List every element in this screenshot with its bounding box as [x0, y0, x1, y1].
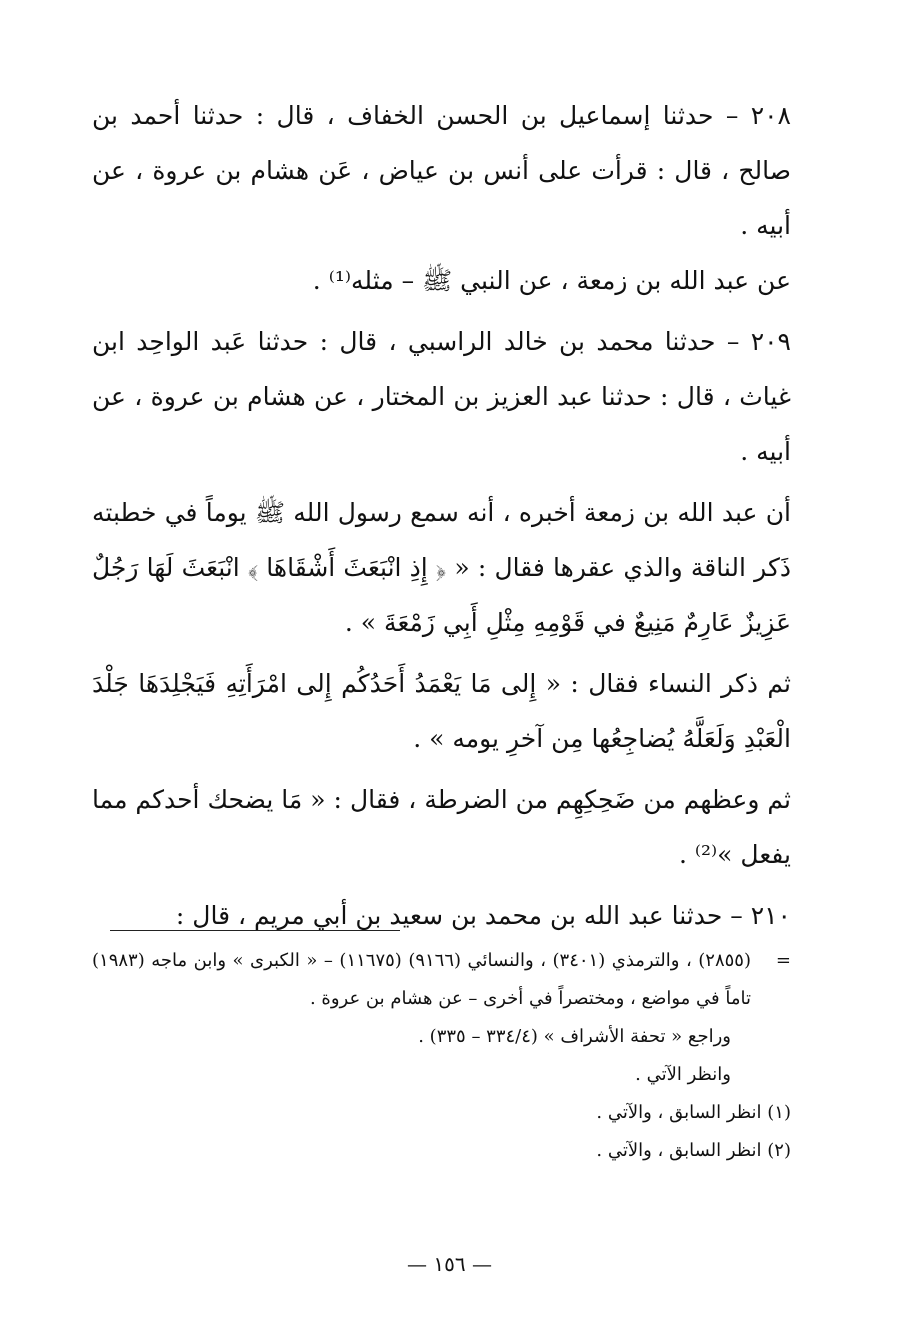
hadith-210-chain: ٢١٠ – حدثنا عبد الله بن محمد بن سعيد بن أبي مريم ، قال : — [175, 901, 791, 930]
footnote-2: (٢) انظر السابق ، والآتي . — [596, 1140, 791, 1161]
footnote-continuation-text: (٢٨٥٥) ، والترمذي (٣٤٠١) ، والنسائي (٩١٦٦) (١١٦٧٥) – « الكبرى » وابن ماجه (١٩٨٣) تاماً في مواضع ، ومختصراً في أخرى – عن هشام بن عروة . — [92, 950, 751, 1009]
main-text-block — [92, 88, 791, 943]
footnotes-block — [92, 942, 791, 1170]
hadith-209-text: أن عبد الله بن زمعة أخبره ، أنه سمع رسول الله ﷺ يوماً في خطبته ذَكر الناقة والذي عقرها فقال : « ﴿ إِذِ انْبَعَثَ أَشْقَاهَا ﴾ انْبَعَثَ لَهَا رَجُلٌ عَزِيزٌ عَارِمٌ مَنِيعٌ في قَوْمِهِ مِثْلِ أَبِي زَمْعَةَ » . — [92, 498, 791, 637]
footnote-separator — [110, 930, 400, 931]
footnote-refer-tuhfa: وراجع « تحفة الأشراف » (٣٣٤/٤ – ٣٣٥) . — [418, 1026, 731, 1047]
footnote-refer-next: وانظر الآتي . — [635, 1064, 731, 1085]
page-number: — ١٥٦ — — [407, 1252, 492, 1276]
hadith-209-laughing: ثم وعظهم من ضَحِكِهِم من الضرطة ، فقال : « مَا يضحك أحدكم مما يفعل »⁽²⁾ . — [92, 785, 791, 869]
continuation-marker: = — [775, 950, 791, 971]
hadith-208-chain: ٢٠٨ – حدثنا إسماعيل بن الحسن الخفاف ، قال : حدثنا أحمد بن صالح ، قال : قرأت على أنس بن عياض ، عَن هشام بن عروة ، عن أبيه . — [92, 101, 791, 240]
hadith-209-chain: ٢٠٩ – حدثنا محمد بن خالد الراسبي ، قال : حدثنا عَبد الواحِد ابن غياث ، قال : حدثنا عبد العزيز بن المختار ، عن هشام بن عروة ، عن أبيه . — [92, 327, 791, 466]
hadith-208-text: عن عبد الله بن زمعة ، عن النبي ﷺ – مثله⁽¹⁾ . — [312, 266, 791, 295]
footnote-continuation — [92, 942, 791, 1018]
footnote-1: (١) انظر السابق ، والآتي . — [596, 1102, 791, 1123]
hadith-209-women: ثم ذكر النساء فقال : « إِلى مَا يَعْمَدُ أَحَدُكُم إِلى امْرَأَتِهِ فَيَجْلِدَهَا جَلْدَ الْعَبْدِ وَلَعَلَّهُ يُضاجِعُها مِن آخرِ يومه » . — [92, 669, 791, 753]
